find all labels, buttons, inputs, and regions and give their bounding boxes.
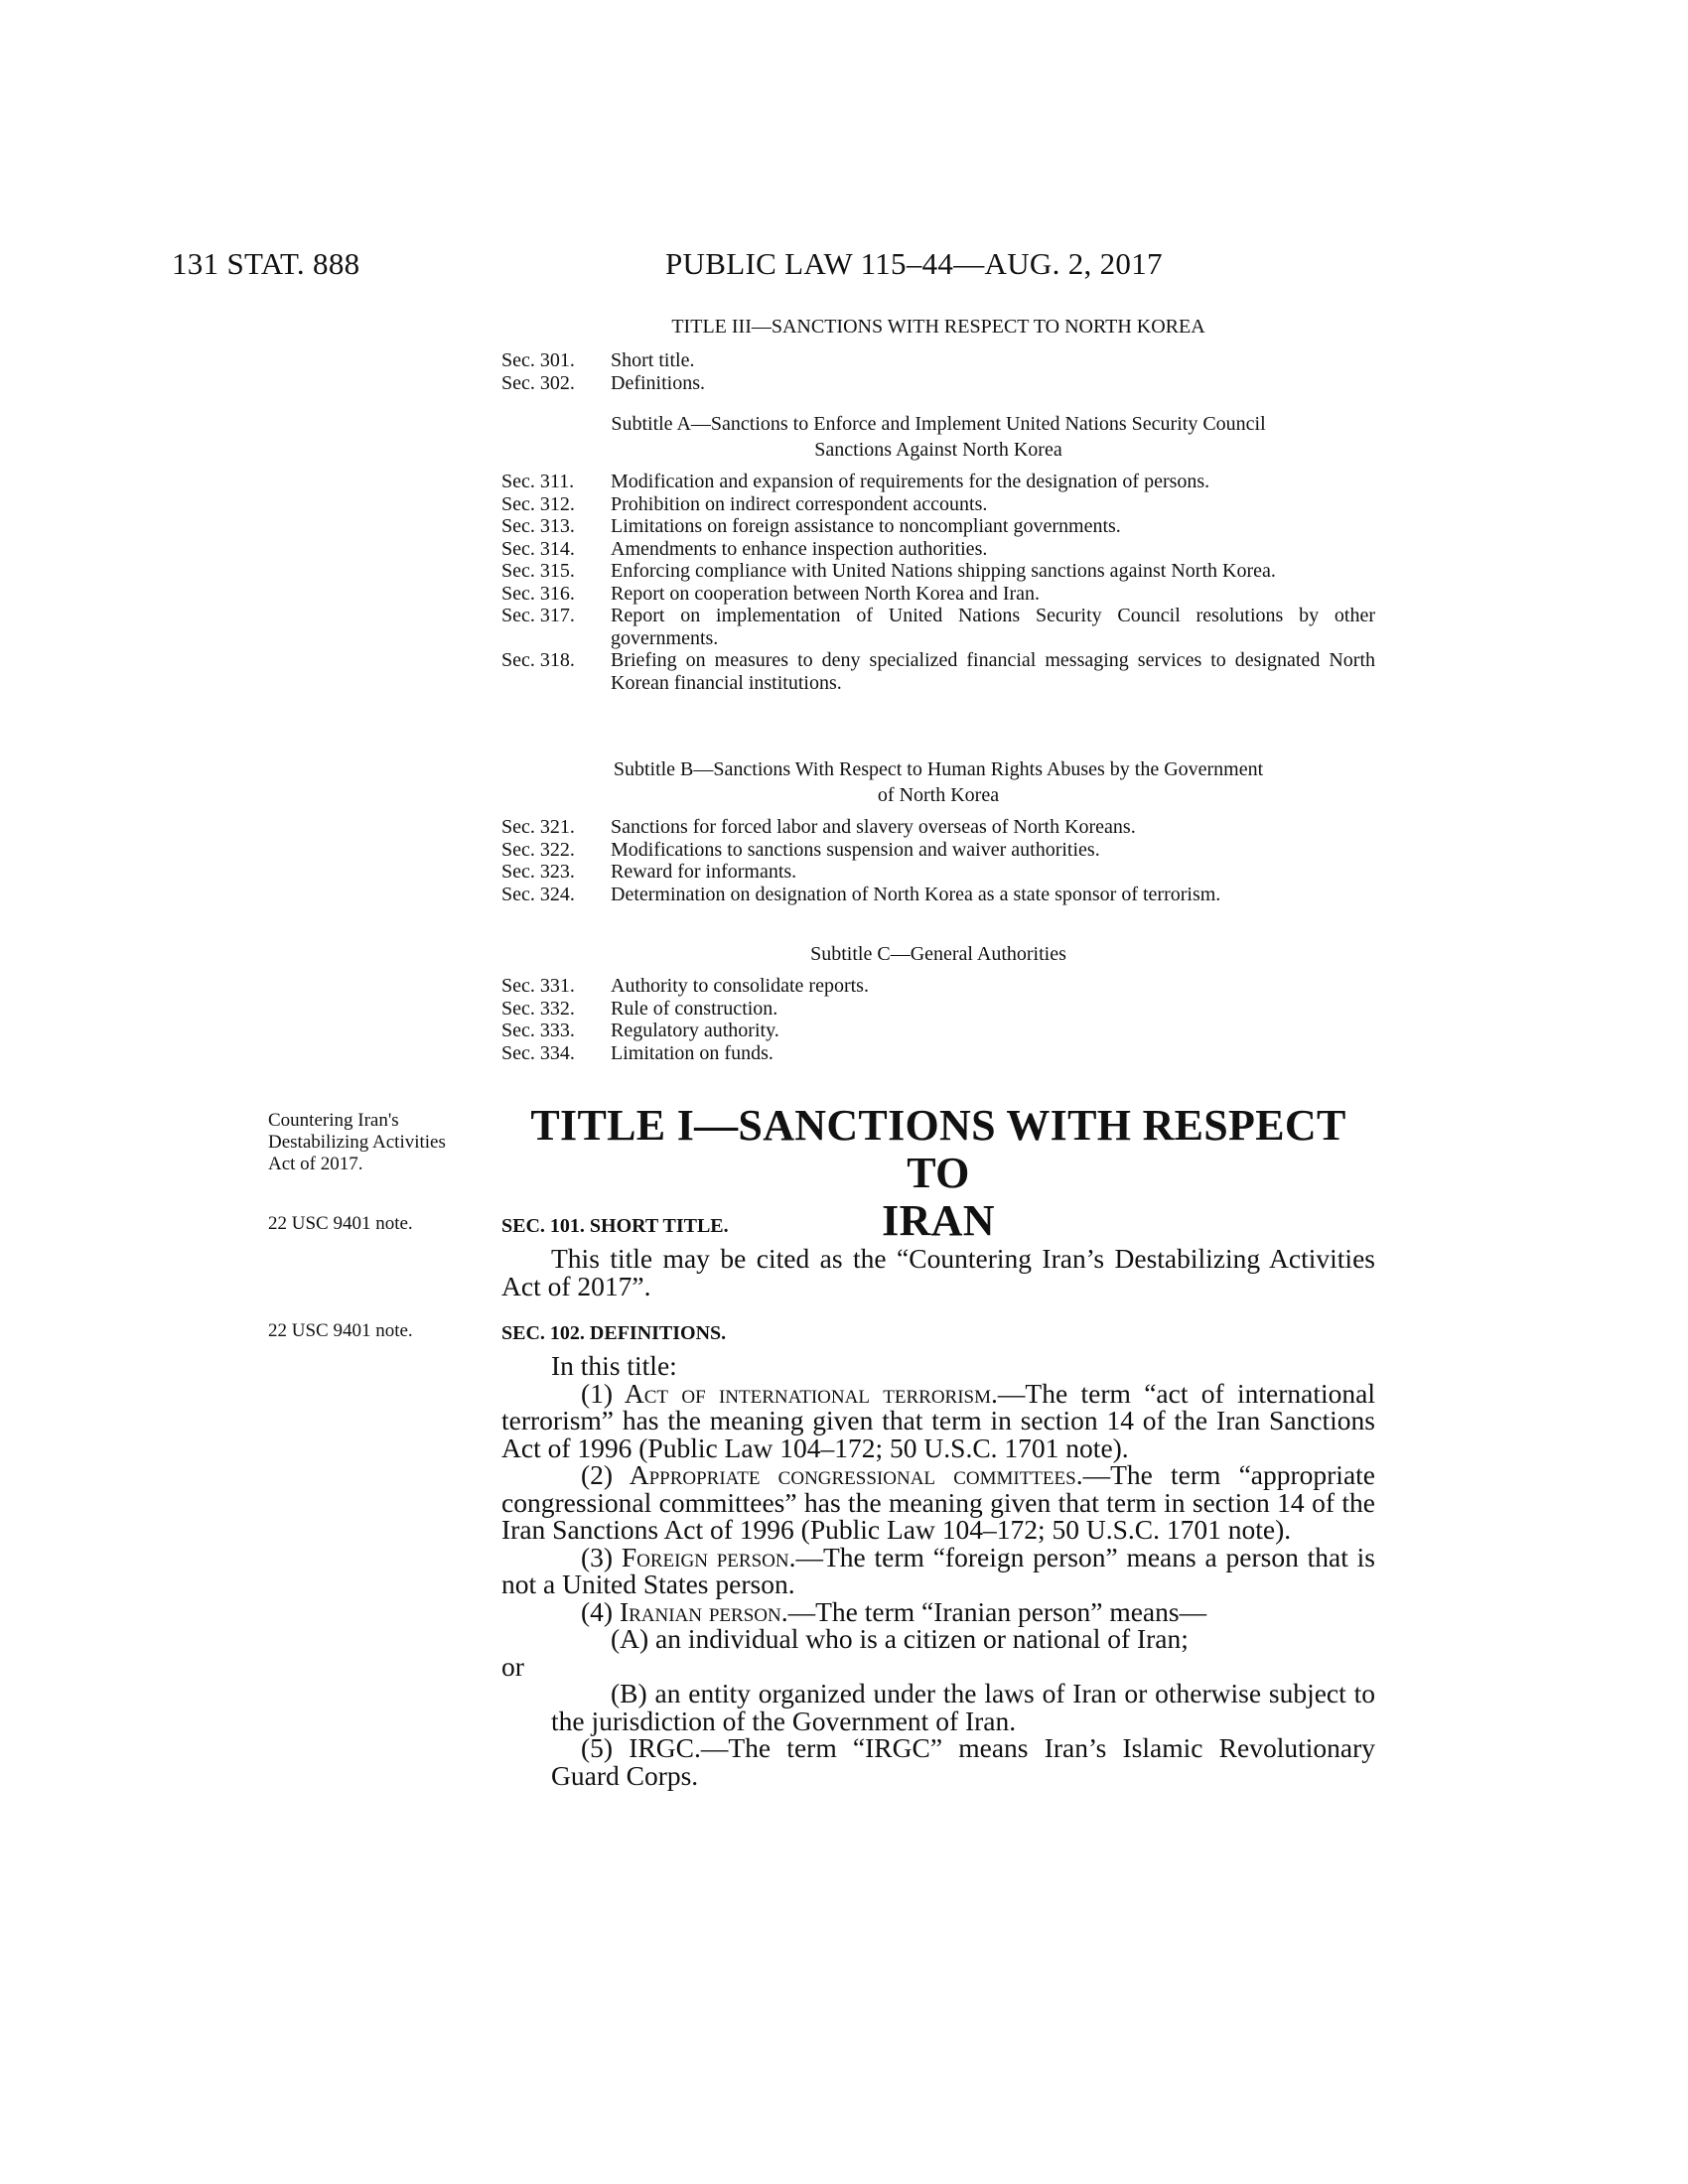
toc-title-iii: TITLE III—SANCTIONS WITH RESPECT TO NORTH KOREA <box>671 316 1205 338</box>
toc-item-text: Enforcing compliance with United Nations shipping sanctions against North Korea. <box>611 560 1276 582</box>
subtitle-a-line2: Sanctions Against North Korea <box>814 439 1062 461</box>
toc-item-text: Definitions. <box>611 371 705 394</box>
toc-item-number: Sec. 313. <box>501 515 575 537</box>
toc-item <box>501 884 1375 906</box>
toc-item-text: Limitations on foreign assistance to noncompliant governments. <box>611 515 1121 537</box>
subtitle-c-heading: Subtitle C—General Authorities <box>810 943 1066 965</box>
subtitle-c-list <box>501 975 1375 1064</box>
subtitle-b-line2: of North Korea <box>877 784 1000 806</box>
subtitle-b-list <box>501 816 1375 905</box>
toc-item <box>501 349 1375 372</box>
toc-item-number: Sec. 333. <box>501 1020 575 1041</box>
toc-item-text: Determination on designation of North Korea as a state sponsor of terrorism. <box>611 883 1221 905</box>
toc-item <box>501 649 1375 694</box>
toc-item-text: Briefing on measures to deny specialized financial messaging services to designated North Korean financial institutions. <box>611 649 1375 694</box>
toc-intro-list <box>501 349 1375 394</box>
toc-item <box>501 372 1375 395</box>
toc-item-text: Sanctions for forced labor and slavery overseas of North Koreans. <box>611 816 1136 838</box>
toc-item-number: Sec. 321. <box>501 816 575 838</box>
toc-item-text: Amendments to enhance inspection authorities. <box>611 537 988 560</box>
toc-item-number: Sec. 318. <box>501 649 575 671</box>
sec-102-heading: SEC. 102. DEFINITIONS. <box>501 1322 727 1344</box>
toc-item <box>501 493 1375 516</box>
toc-item <box>501 1042 1375 1065</box>
definition-4-term: (4) Iranian person. <box>581 1595 788 1627</box>
margin-note-act-title: Countering Iran's Destabilizing Activities Act of 2017. <box>268 1110 446 1174</box>
toc-item-text: Rule of construction. <box>611 997 778 1020</box>
toc-item <box>501 605 1375 649</box>
definition-2-text: —The term “appropriate congressional committees” has the meaning given that term in section 14 of the Iran Sanctions Act of 1996 (Public Law 104–172; 50 U.S.C. 1701 note). <box>501 1459 1375 1545</box>
definition-1 <box>501 1377 1376 1463</box>
toc-item-text: Modification and expansion of requirements for the designation of persons. <box>611 471 1210 492</box>
definition-3-text: —The term “foreign person” means a person that is not a United States person. <box>501 1541 1375 1599</box>
title-one-line2: IRAN <box>882 1196 995 1245</box>
definition-4-text: —The term “Iranian person” means— <box>787 1595 1207 1627</box>
toc-item-text: Regulatory authority. <box>611 1020 779 1041</box>
toc-item <box>501 861 1375 884</box>
toc-item-text: Report on implementation of United Nations Security Council resolutions by other governments. <box>611 605 1375 649</box>
toc-item-number: Sec. 315. <box>501 560 575 582</box>
toc-item-text: Reward for informants. <box>611 861 797 883</box>
sec-102-intro: In this title: <box>551 1350 677 1381</box>
definition-4b: (B) an entity organized under the laws of Iran or otherwise subject to the jurisdiction of the Government of Iran. <box>551 1678 1375 1736</box>
toc-item-text: Limitation on funds. <box>611 1041 774 1064</box>
sec-101-body <box>501 1245 1375 1299</box>
toc-item-text: Report on cooperation between North Korea and Iran. <box>611 582 1041 605</box>
sec-102-body <box>501 1352 1375 1789</box>
toc-item-number: Sec. 314. <box>501 537 575 560</box>
toc-item-text: Short title. <box>611 349 695 371</box>
toc-item-number: Sec. 332. <box>501 997 575 1020</box>
toc-item <box>501 583 1375 606</box>
definition-1-text: —The term “act of international terrorism” has the meaning given that term in section 14 of the Iran Sanctions Act of 1996 (Public Law 104–172; 50 U.S.C. 1701 note). <box>501 1377 1376 1463</box>
definition-4a: (A) an individual who is a citizen or national of Iran; <box>611 1623 1189 1654</box>
toc-item-number: Sec. 331. <box>501 975 575 997</box>
toc-item <box>501 816 1375 839</box>
toc-item-number: Sec. 324. <box>501 883 575 905</box>
title-one-line1: TITLE I—SANCTIONS WITH RESPECT TO <box>530 1101 1346 1197</box>
definition-3 <box>501 1541 1375 1599</box>
subtitle-a-line1: Subtitle A—Sanctions to Enforce and Implement United Nations Security Council <box>611 413 1266 435</box>
sec-101-heading: SEC. 101. SHORT TITLE. <box>501 1215 729 1237</box>
toc-item-number: Sec. 323. <box>501 861 575 883</box>
definition-2 <box>501 1461 1375 1544</box>
sec-101-text: This title may be cited as the “Countering Iran’s Destabilizing Activities Act of 2017”. <box>501 1243 1375 1301</box>
law-reference-header: PUBLIC LAW 115–44—AUG. 2, 2017 <box>665 246 1163 281</box>
margin-note-usc-102: 22 USC 9401 note. <box>268 1320 413 1341</box>
toc-item <box>501 839 1375 862</box>
subtitle-b-heading <box>501 756 1375 808</box>
toc-item <box>501 471 1375 493</box>
definition-3-term: (3) Foreign person. <box>581 1541 796 1572</box>
toc-item-number: Sec. 334. <box>501 1041 575 1064</box>
definition-1-term: (1) Act of international terrorism. <box>581 1377 998 1409</box>
toc-item-number: Sec. 316. <box>501 582 575 605</box>
subtitle-a-heading <box>501 411 1375 463</box>
toc-item-text: Prohibition on indirect correspondent accounts. <box>611 492 988 515</box>
toc-item-number: Sec. 317. <box>501 605 575 626</box>
toc-item <box>501 998 1375 1021</box>
definition-4 <box>501 1595 1375 1627</box>
toc-item-number: Sec. 302. <box>501 371 575 394</box>
margin-note-usc-101: 22 USC 9401 note. <box>268 1213 413 1234</box>
toc-item-number: Sec. 322. <box>501 838 575 861</box>
toc-item <box>501 975 1375 998</box>
subtitle-a-list <box>501 471 1375 694</box>
definition-4-or: or <box>501 1650 524 1682</box>
subtitle-b-line1: Subtitle B—Sanctions With Respect to Human Rights Abuses by the Government <box>613 758 1264 780</box>
toc-item-number: Sec. 312. <box>501 492 575 515</box>
toc-item-text: Authority to consolidate reports. <box>611 975 869 997</box>
toc-item <box>501 515 1375 538</box>
toc-item <box>501 560 1375 583</box>
definition-2-term: (2) Appropriate congressional committees. <box>581 1459 1083 1490</box>
toc-item-number: Sec. 301. <box>501 349 575 371</box>
page-reference: 131 STAT. 888 <box>172 246 360 281</box>
toc-item-text: Modifications to sanctions suspension and waiver authorities. <box>611 838 1100 861</box>
toc-item <box>501 1020 1375 1042</box>
toc-item-number: Sec. 311. <box>501 471 575 492</box>
toc-item <box>501 538 1375 561</box>
definition-5: (5) IRGC.—The term “IRGC” means Iran’s Islamic Revolutionary Guard Corps. <box>551 1732 1375 1791</box>
